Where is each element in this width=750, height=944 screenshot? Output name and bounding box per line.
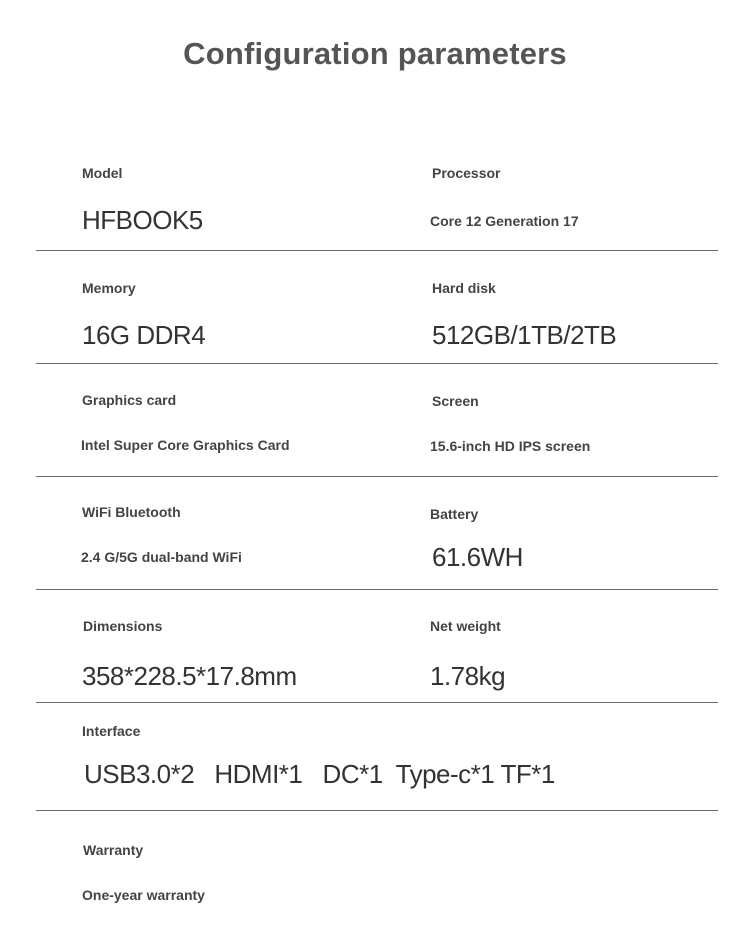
hard-disk-label: Hard disk — [432, 280, 496, 296]
processor-label: Processor — [432, 165, 501, 181]
graphics-value: Intel Super Core Graphics Card — [81, 437, 290, 453]
warranty-value: One-year warranty — [82, 887, 205, 903]
interface-value: USB3.0*2 HDMI*1 DC*1 Type-c*1 TF*1 — [84, 759, 555, 789]
battery-label: Battery — [430, 506, 479, 522]
divider — [36, 476, 718, 477]
page-title: Configuration parameters — [183, 36, 567, 71]
memory-label: Memory — [82, 280, 136, 296]
model-value: HFBOOK5 — [82, 205, 203, 235]
processor-value: Core 12 Generation 17 — [430, 213, 579, 229]
warranty-label: Warranty — [83, 842, 144, 858]
dimensions-label: Dimensions — [83, 618, 163, 634]
divider — [36, 810, 718, 811]
divider — [36, 250, 718, 251]
graphics-label: Graphics card — [82, 392, 177, 408]
divider — [36, 363, 718, 364]
dimensions-value: 358*228.5*17.8mm — [82, 661, 297, 691]
model-label: Model — [82, 165, 123, 181]
screen-value: 15.6-inch HD IPS screen — [430, 438, 591, 454]
weight-value: 1.78kg — [430, 661, 506, 691]
weight-label: Net weight — [430, 618, 501, 634]
battery-value: 61.6WH — [432, 542, 523, 572]
screen-label: Screen — [432, 393, 479, 409]
divider — [36, 589, 718, 590]
memory-value: 16G DDR4 — [82, 320, 206, 350]
wifi-label: WiFi Bluetooth — [82, 504, 181, 520]
hard-disk-value: 512GB/1TB/2TB — [432, 320, 617, 350]
wifi-value: 2.4 G/5G dual-band WiFi — [81, 549, 242, 565]
divider — [36, 702, 718, 703]
interface-label: Interface — [82, 723, 141, 739]
